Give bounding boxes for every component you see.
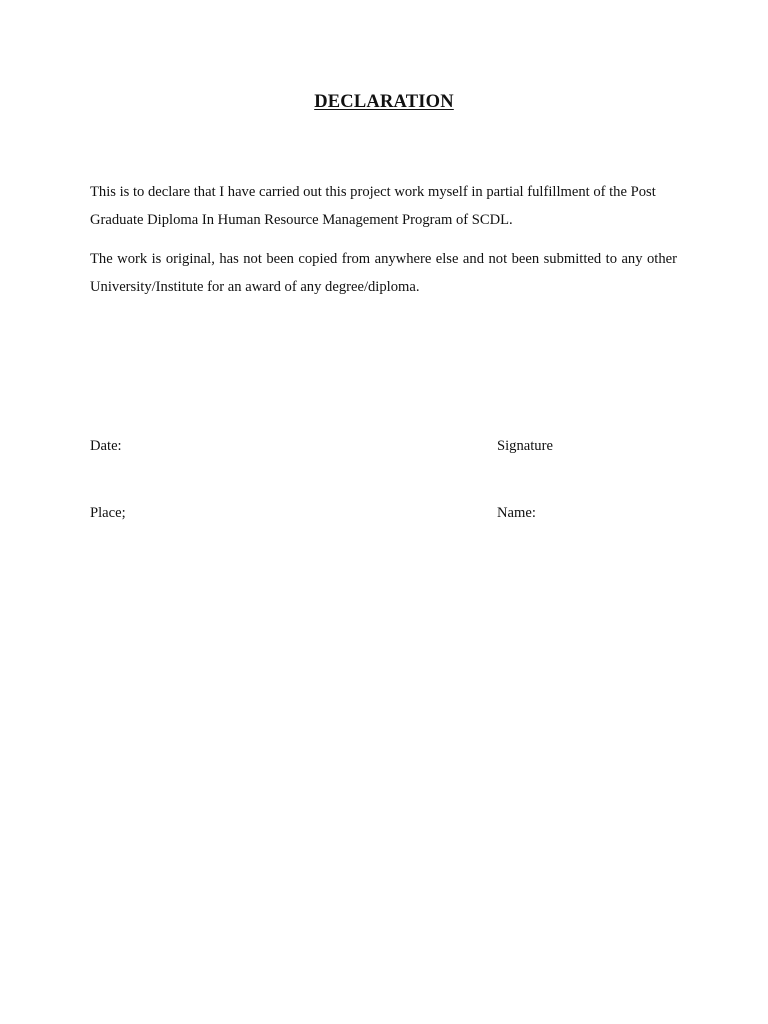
declaration-paragraph-1: This is to declare that I have carried out this project work myself in partial fulfillment of the Post Graduate Diploma In Human Resource Management Program of SCDL.	[90, 184, 656, 228]
date-label: Date:	[90, 438, 122, 454]
place-label: Place;	[90, 505, 126, 521]
declaration-paragraph-2: The work is original, has not been copied from anywhere else and not been submitted to any other University/Institute for an award of any degree/diploma.	[90, 251, 677, 295]
page-title: DECLARATION	[314, 92, 454, 112]
name-label: Name:	[497, 505, 536, 521]
signature-label: Signature	[497, 438, 553, 454]
